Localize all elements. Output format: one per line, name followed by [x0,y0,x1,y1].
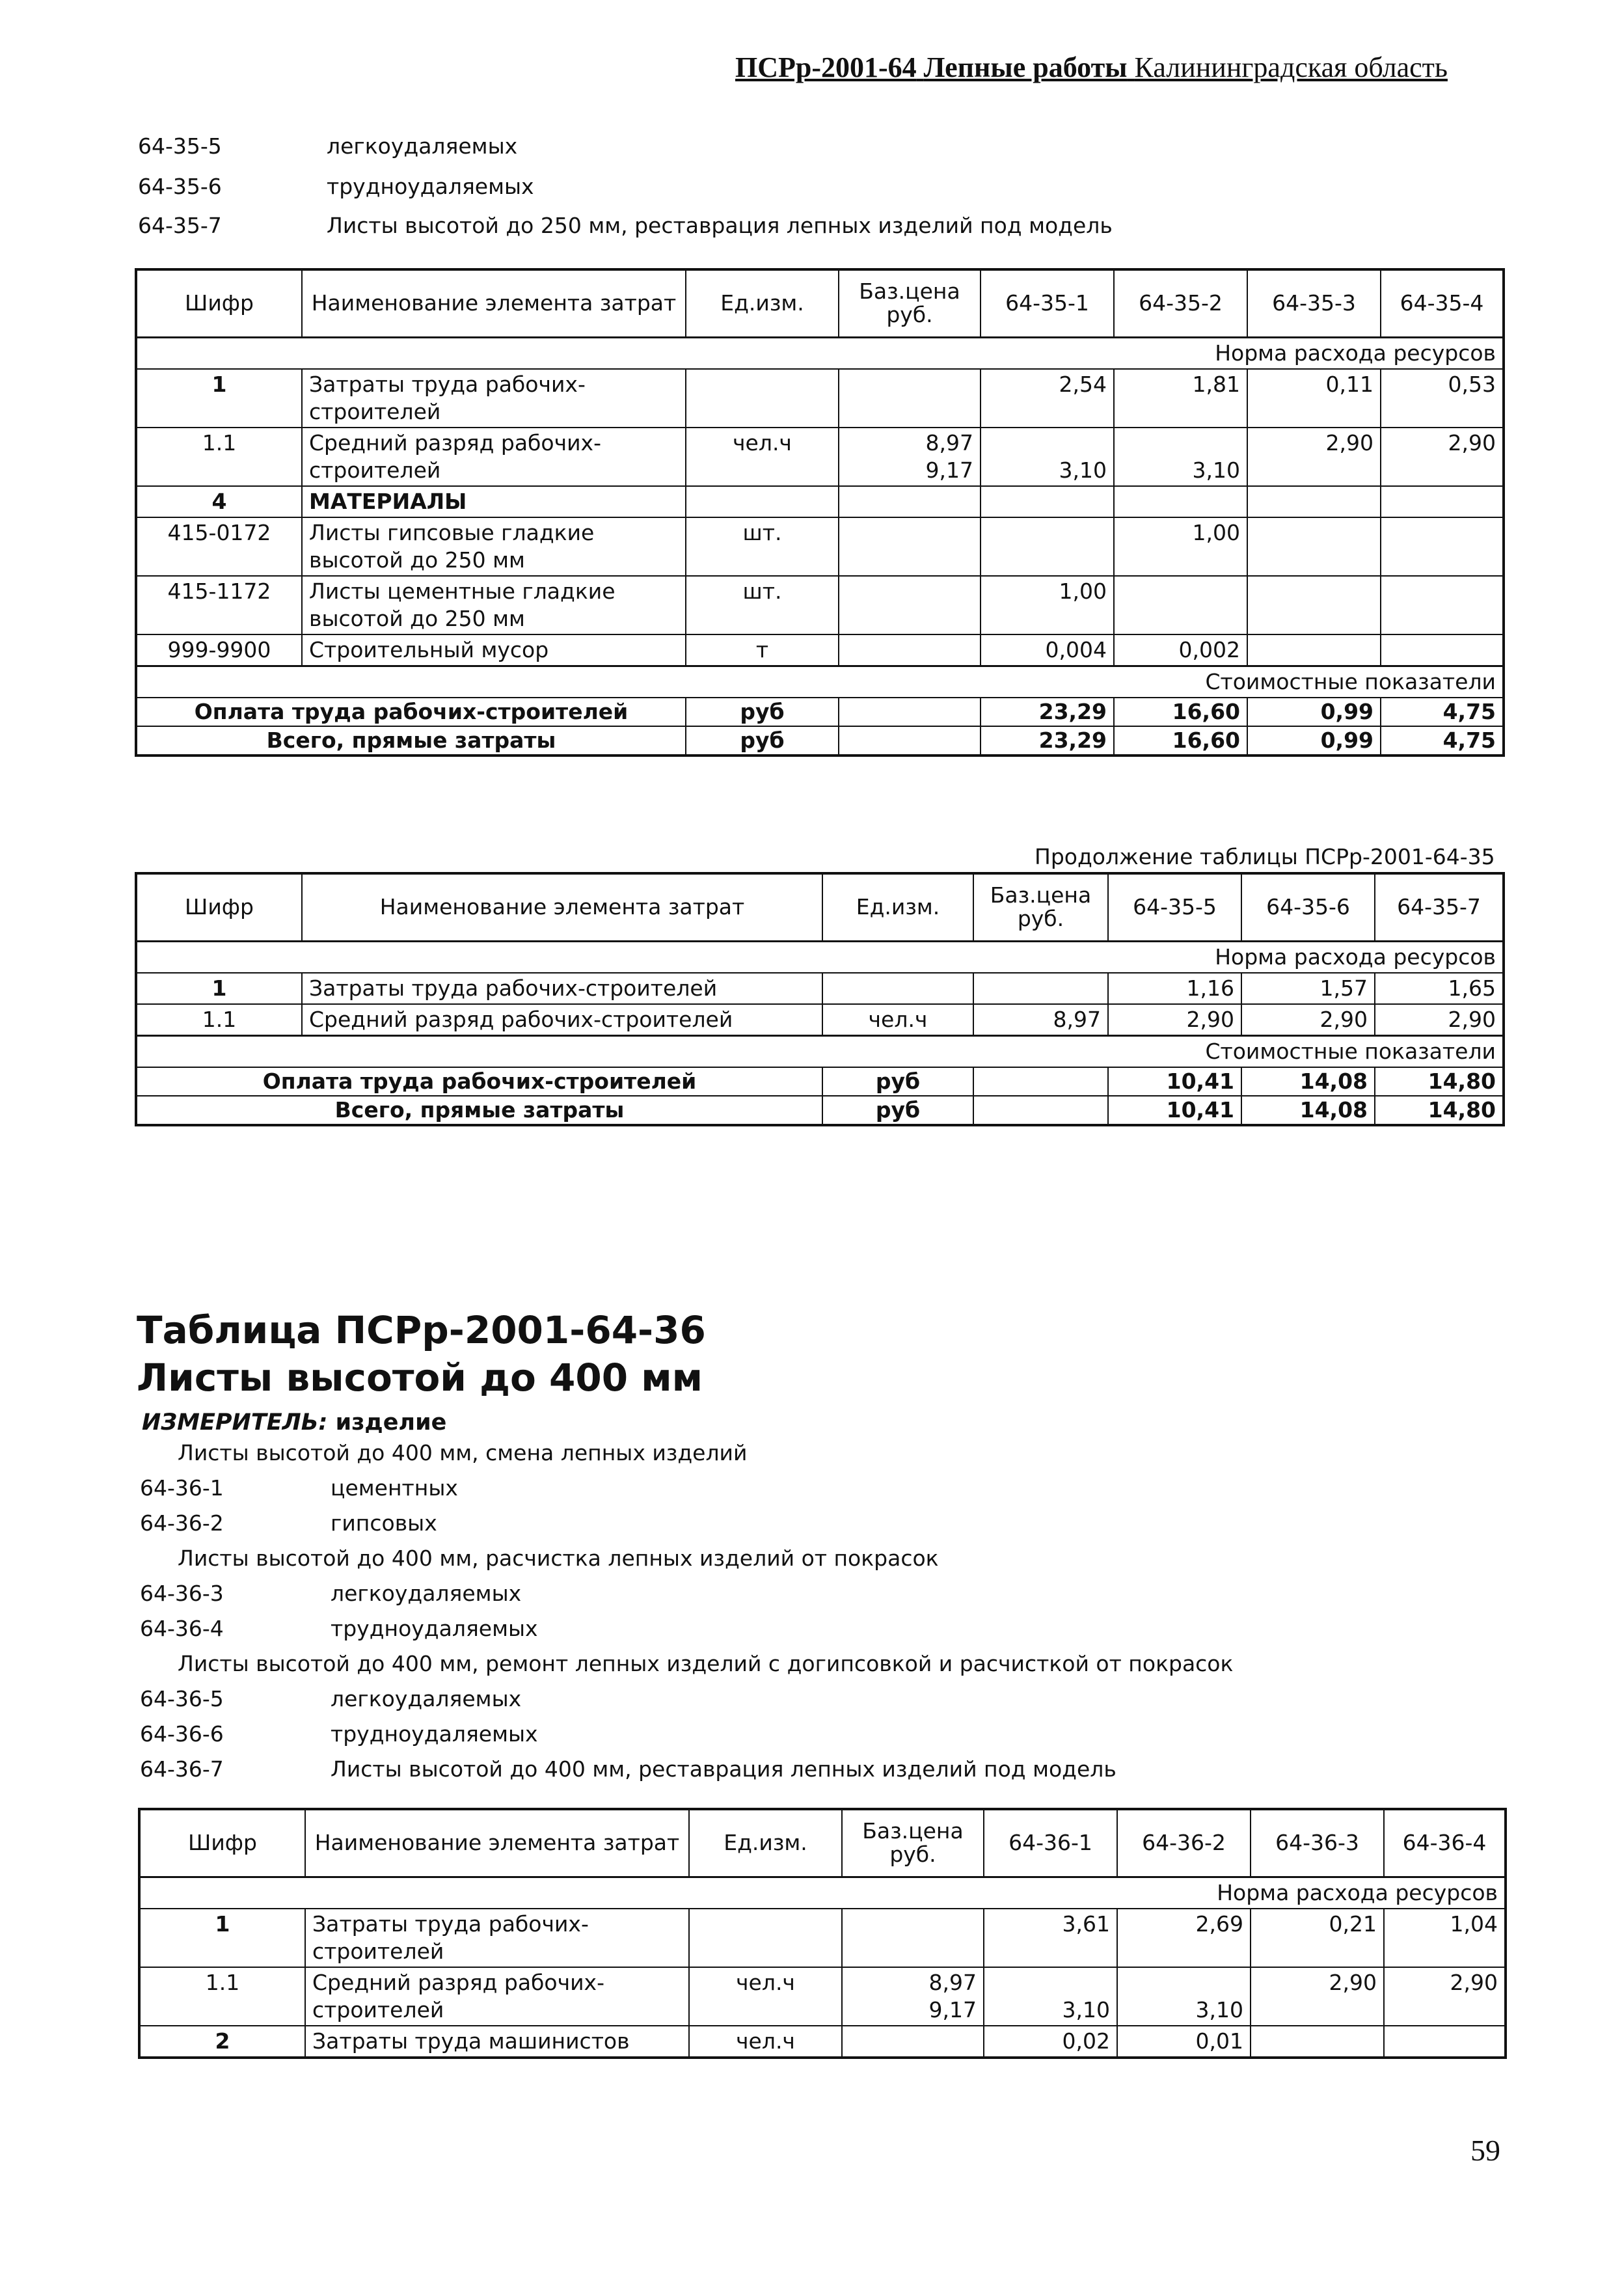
row-value: 2,90 [1448,429,1496,456]
list-code: 64-36-6 [140,1721,224,1747]
row-value: 0,002 [1114,634,1247,666]
list-text: Листы высотой до 400 мм, расчистка лепных изделий от покрасок [178,1546,939,1571]
resource-table-64-35-part1 [135,268,1505,757]
band-norm: Норма расхода ресурсов [139,1877,1506,1909]
col-header-unit: Ед.изм. [689,1809,842,1877]
row-value: 0,01 [1117,2026,1251,2058]
row-price [839,517,981,576]
row-code: 415-1172 [136,576,302,634]
header-code: ПСРр-2001-64 [735,51,917,83]
row-value: 0,004 [981,634,1114,666]
row-value [988,429,1107,457]
row-value: 2,54 [981,369,1114,428]
row-value [1247,634,1381,666]
row-value [1121,429,1240,457]
row-value: 2,90 [1450,1969,1498,1995]
col-header-norm: 64-35-4 [1381,269,1504,337]
col-header-name: Наименование элемента затрат [302,269,686,337]
row-name: МАТЕРИАЛЫ [302,486,686,517]
col-header-code: Шифр [136,269,302,337]
total-value: 14,08 [1241,1096,1375,1125]
list-code: 64-35-7 [138,213,222,238]
total-label: Всего, прямые затраты [136,726,686,756]
row-code: 1 [139,1909,305,1967]
row-value: 0,21 [1251,1909,1384,1967]
list-text: трудноудаляемых [331,1721,538,1747]
row-value: 3,61 [984,1909,1117,1967]
total-value: 23,29 [981,726,1114,756]
header-title: Лепные работы [923,51,1128,83]
row-unit [686,369,839,428]
measure-value: изделие [335,1410,447,1436]
row-value: 1,16 [1108,973,1241,1004]
table-row [136,369,1504,428]
row-value [981,517,1114,576]
total-row [136,1067,1504,1096]
col-header-unit: Ед.изм. [686,269,839,337]
row-value-alt: 3,10 [1195,1996,1243,2022]
table-row [139,2026,1506,2058]
total-value: 16,60 [1114,698,1247,726]
list-text: легкоудаляемых [331,1686,522,1711]
total-value: 14,80 [1375,1067,1504,1096]
row-price: 8,97 [925,429,973,456]
list-text: Листы высотой до 400 мм, смена лепных изделий [178,1440,748,1465]
table-row [136,1004,1504,1036]
col-header-norm: 64-35-1 [981,269,1114,337]
row-price [842,2026,984,2058]
total-unit: руб [686,698,839,726]
continuation-caption: Продолжение таблицы ПСРр-2001-64-35 [1035,844,1495,869]
row-name: Листы цементные гладкие высотой до 250 мм [302,576,686,634]
total-unit: руб [822,1067,973,1096]
row-code: 1 [136,973,302,1004]
col-header-price: Баз.цена руб. [839,269,981,337]
row-value [1247,576,1381,634]
row-value [1114,576,1247,634]
row-value-alt: 3,10 [1192,457,1240,483]
row-value [1381,517,1504,576]
row-name: Затраты труда машинистов [305,2026,689,2058]
row-value: 1,00 [981,576,1114,634]
row-value: 2,90 [1329,1969,1377,1995]
list-text: легкоудаляемых [327,133,518,159]
row-value: 0,11 [1247,369,1381,428]
table-row [136,486,1504,517]
row-code: 1.1 [136,428,302,486]
band-cost: Стоимостные показатели [136,666,1504,698]
row-value: 0,53 [1381,369,1504,428]
row-value: 1,00 [1114,517,1247,576]
row-value [1384,2026,1506,2058]
band-cost: Стоимостные показатели [136,1035,1504,1067]
total-value: 4,75 [1381,698,1504,726]
row-name: Затраты труда рабочих-строителей [302,369,686,428]
total-row [136,1096,1504,1125]
row-value [1124,1969,1243,1996]
row-value-alt: 3,10 [1062,1996,1110,2022]
row-unit: чел.ч [686,428,839,486]
list-code: 64-36-4 [140,1616,224,1641]
page-number: 59 [1470,2134,1500,2167]
resource-table-64-36 [138,1808,1507,2059]
row-price [839,369,981,428]
header-region: Калининградская область [1134,51,1448,83]
list-code: 64-36-1 [140,1475,224,1501]
col-header-norm: 64-35-3 [1247,269,1381,337]
row-unit: чел.ч [822,1004,973,1036]
total-label: Оплата труда рабочих-строителей [136,698,686,726]
row-unit [689,1909,842,1967]
col-header-norm: 64-36-3 [1251,1809,1384,1877]
col-header-norm: 64-35-5 [1108,873,1241,941]
row-value: 1,65 [1375,973,1504,1004]
list-text: цементных [331,1475,458,1501]
measure-label: ИЗМЕРИТЕЛЬ: [142,1410,328,1436]
table-row [136,634,1504,666]
row-value: 0,02 [984,2026,1117,2058]
total-value: 14,08 [1241,1067,1375,1096]
total-value: 23,29 [981,698,1114,726]
row-price: 8,97 [973,1004,1108,1036]
list-code: 64-36-2 [140,1510,224,1536]
row-value: 2,90 [1241,1004,1375,1036]
row-name: Средний разряд рабочих-строителей [302,428,686,486]
total-value: 0,99 [1247,698,1381,726]
list-code: 64-36-3 [140,1581,224,1606]
total-label: Оплата труда рабочих-строителей [136,1067,822,1096]
row-code: 2 [139,2026,305,2058]
top-code-list [138,133,1374,244]
col-header-code: Шифр [136,873,302,941]
band-norm: Норма расхода ресурсов [136,337,1504,369]
list-text: трудноудаляемых [331,1616,538,1641]
row-code: 1 [136,369,302,428]
row-code: 1.1 [139,1967,305,2026]
row-unit [822,973,973,1004]
list-text: Листы высотой до 400 мм, реставрация лепных изделий под модель [331,1756,1116,1782]
row-value: 2,69 [1117,1909,1251,1967]
total-row [136,726,1504,756]
total-value: 4,75 [1381,726,1504,756]
row-name: Средний разряд рабочих-строителей [302,1004,822,1036]
row-code: 415-0172 [136,517,302,576]
table-row [139,1909,1506,1967]
list-text: гипсовых [331,1510,437,1536]
row-name: Листы гипсовые гладкие высотой до 250 мм [302,517,686,576]
total-unit: руб [686,726,839,756]
row-unit: чел.ч [689,1967,842,2026]
row-value: 1,57 [1241,973,1375,1004]
list-text: легкоудаляемых [331,1581,522,1606]
list-code: 64-36-5 [140,1686,224,1711]
resource-table-64-35-part2 [135,872,1505,1126]
list-code: 64-36-7 [140,1756,224,1782]
running-header [735,51,1503,84]
total-value: 0,99 [1247,726,1381,756]
section-subtitle: Листы высотой до 400 мм [137,1355,703,1400]
row-value: 2,90 [1325,429,1374,456]
list-text: Листы высотой до 400 мм, ремонт лепных изделий с догипсовкой и расчисткой от покрасок [178,1651,1234,1676]
row-code: 999-9900 [136,634,302,666]
row-name: Строительный мусор [302,634,686,666]
measure-line [142,1410,446,1436]
col-header-price: Баз.цена руб. [842,1809,984,1877]
row-value: 2,90 [1375,1004,1504,1036]
section-title: Таблица ПСРр-2001-64-36 [137,1308,706,1352]
col-header-norm: 64-35-2 [1114,269,1247,337]
col-header-norm: 64-36-2 [1117,1809,1251,1877]
row-value: 1,04 [1384,1909,1506,1967]
row-name: Затраты труда рабочих-строителей [302,973,822,1004]
col-header-code: Шифр [139,1809,305,1877]
table-row [139,1967,1506,2026]
col-header-norm: 64-35-7 [1375,873,1504,941]
col-header-norm: 64-36-4 [1384,1809,1506,1877]
total-value: 14,80 [1375,1096,1504,1125]
total-label: Всего, прямые затраты [136,1096,822,1125]
col-header-name: Наименование элемента затрат [305,1809,689,1877]
row-unit: шт. [686,517,839,576]
row-value [1251,2026,1384,2058]
list-text: трудноудаляемых [327,174,534,199]
row-name: Средний разряд рабочих-строителей [305,1967,689,2026]
col-header-price: Баз.цена руб. [973,873,1108,941]
section-code-list [140,1440,1441,1791]
row-price [839,634,981,666]
table-row [136,973,1504,1004]
row-value [1381,576,1504,634]
row-price-alt: 9,17 [925,457,973,483]
row-name: Затраты труда рабочих-строителей [305,1909,689,1967]
row-value [991,1969,1110,1996]
row-unit: шт. [686,576,839,634]
col-header-unit: Ед.изм. [822,873,973,941]
row-unit: чел.ч [689,2026,842,2058]
col-header-norm: 64-36-1 [984,1809,1117,1877]
row-price-alt: 9,17 [928,1996,977,2022]
total-row [136,698,1504,726]
row-price: 8,97 [928,1969,977,1995]
row-value [1381,634,1504,666]
row-price [973,973,1108,1004]
list-code: 64-35-6 [138,174,222,199]
row-code: 1.1 [136,1004,302,1036]
row-value: 2,90 [1108,1004,1241,1036]
total-value: 10,41 [1108,1067,1241,1096]
row-unit: т [686,634,839,666]
total-value: 10,41 [1108,1096,1241,1125]
row-value: 1,81 [1114,369,1247,428]
row-value [1247,517,1381,576]
row-price [839,576,981,634]
total-unit: руб [822,1096,973,1125]
row-code: 4 [136,486,302,517]
table-row [136,517,1504,576]
row-value-alt: 3,10 [1059,457,1107,483]
table-row [136,576,1504,634]
col-header-norm: 64-35-6 [1241,873,1375,941]
col-header-name: Наименование элемента затрат [302,873,822,941]
list-code: 64-35-5 [138,133,222,159]
table-row [136,428,1504,486]
list-text: Листы высотой до 250 мм, реставрация лепных изделий под модель [327,213,1113,238]
band-norm: Норма расхода ресурсов [136,941,1504,973]
total-value: 16,60 [1114,726,1247,756]
row-price [842,1909,984,1967]
